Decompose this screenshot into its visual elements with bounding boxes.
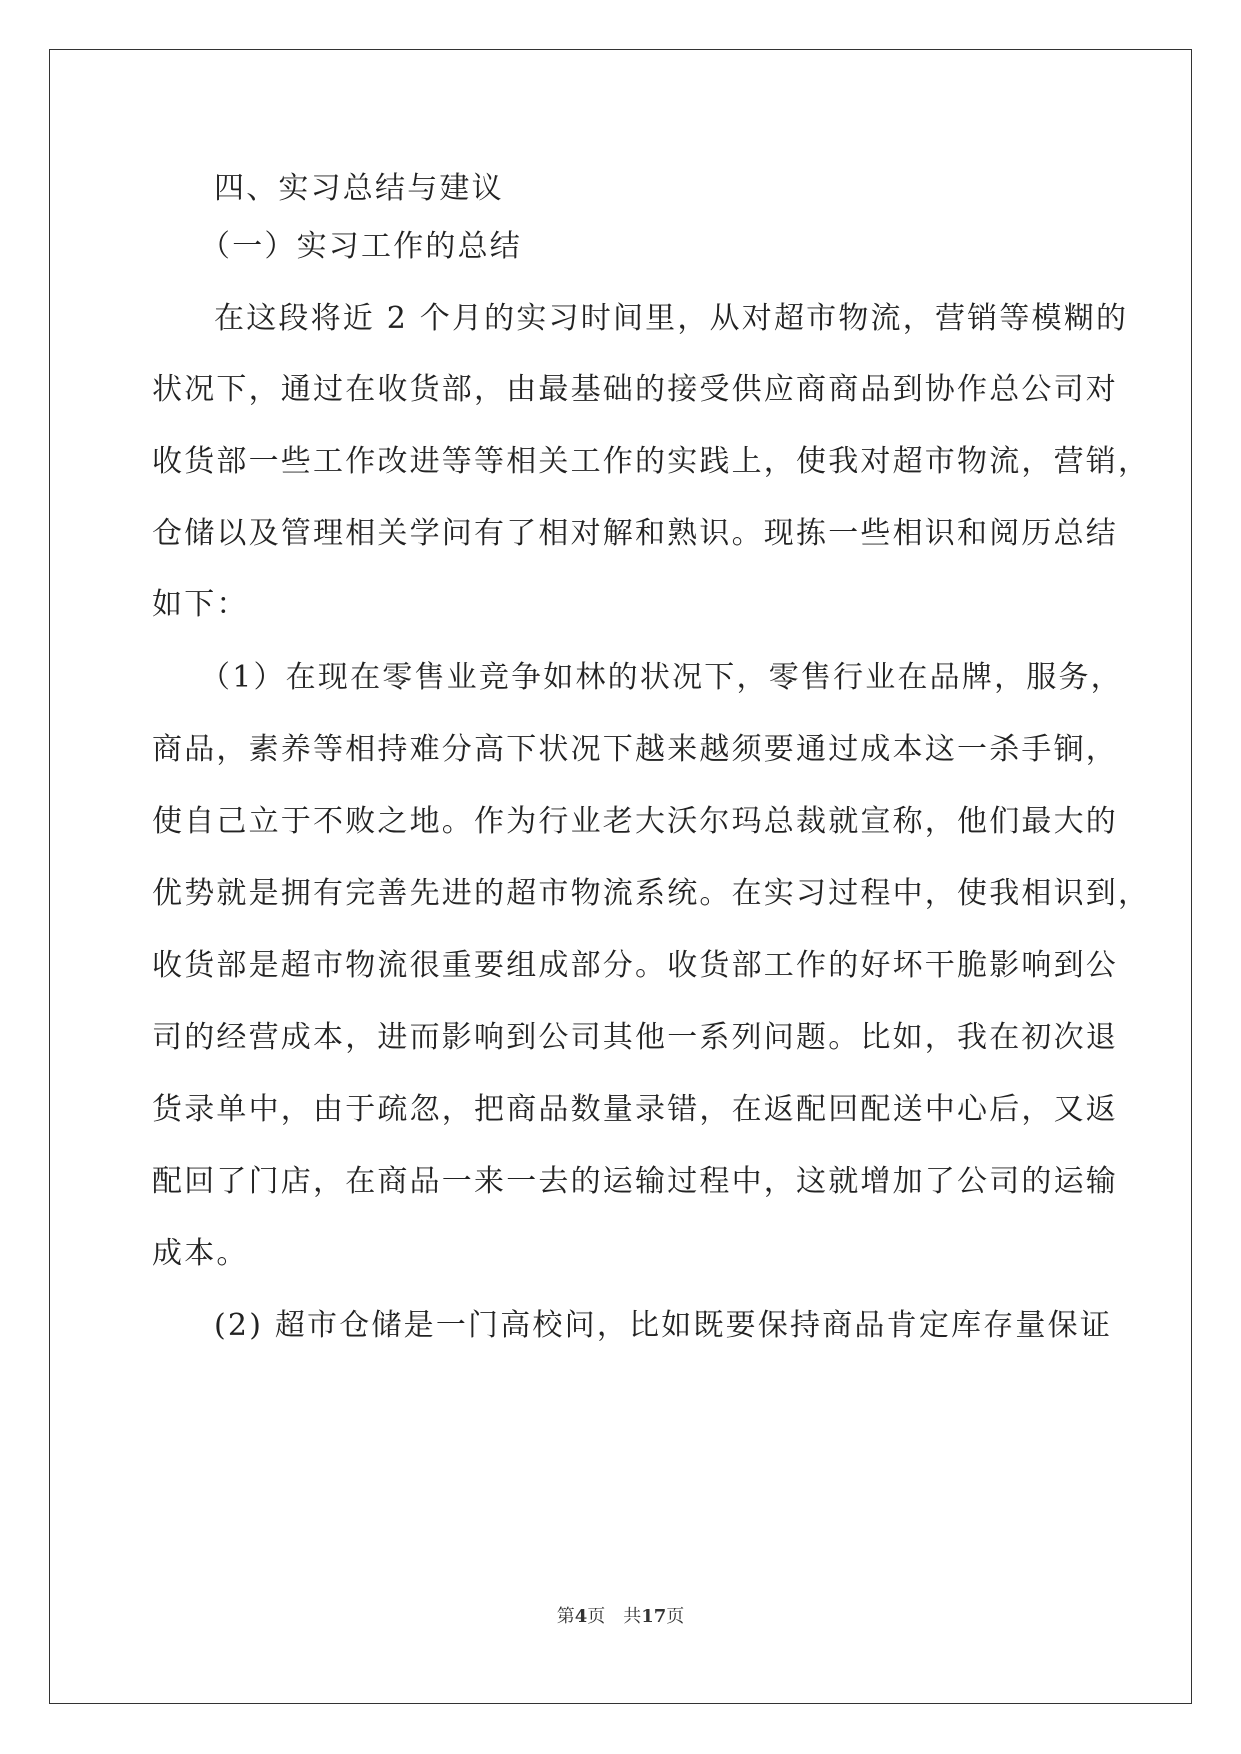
footer-page-suffix: 页 xyxy=(587,1606,606,1627)
page-footer xyxy=(0,1605,1241,1629)
subsection-heading: （一）实习工作的总结 xyxy=(200,229,522,264)
footer-total-pages: 17 xyxy=(641,1606,667,1627)
paragraph-line: 收货部是超市物流很重要组成部分。收货部工作的好坏干脆影响到公 xyxy=(152,948,1118,983)
footer-total-prefix: 共 xyxy=(623,1606,642,1627)
paragraph-line: (2) 超市仓储是一门高校问，比如既要保持商品肯定库存量保证 xyxy=(214,1308,1113,1343)
paragraph-line: 商品，素养等相持难分高下状况下越来越须要通过成本这一杀手锏， xyxy=(152,732,1118,767)
paragraph-line: 优势就是拥有完善先进的超市物流系统。在实习过程中，使我相识到， xyxy=(152,876,1151,911)
footer-page-number: 4 xyxy=(574,1606,588,1627)
paragraph-line: 司的经营成本，进而影响到公司其他一系列问题。比如，我在初次退 xyxy=(152,1020,1118,1055)
paragraph-line: 配回了门店，在商品一来一去的运输过程中，这就增加了公司的运输 xyxy=(152,1164,1118,1199)
paragraph-line: 状况下，通过在收货部，由最基础的接受供应商商品到协作总公司对 xyxy=(152,372,1118,407)
paragraph-line: 如下： xyxy=(152,587,249,622)
paragraph-line: 使自己立于不败之地。作为行业老大沃尔玛总裁就宣称，他们最大的 xyxy=(152,804,1118,839)
paragraph-line: （1）在现在零售业竞争如林的状况下，零售行业在品牌，服务， xyxy=(200,660,1123,695)
paragraph-line: 货录单中，由于疏忽，把商品数量录错，在返配回配送中心后，又返 xyxy=(152,1092,1118,1127)
footer-total-suffix: 页 xyxy=(666,1606,685,1627)
footer-page-prefix: 第 xyxy=(556,1606,575,1627)
paragraph-line: 仓储以及管理相关学问有了相对解和熟识。现拣一些相识和阅历总结 xyxy=(152,516,1118,551)
paragraph-line: 在这段将近 2 个月的实习时间里，从对超市物流，营销等模糊的 xyxy=(214,301,1129,336)
paragraph-line: 收货部一些工作改进等等相关工作的实践上，使我对超市物流，营销， xyxy=(152,444,1151,479)
section-heading: 四、实习总结与建议 xyxy=(214,171,504,206)
paragraph-line: 成本。 xyxy=(152,1236,249,1271)
